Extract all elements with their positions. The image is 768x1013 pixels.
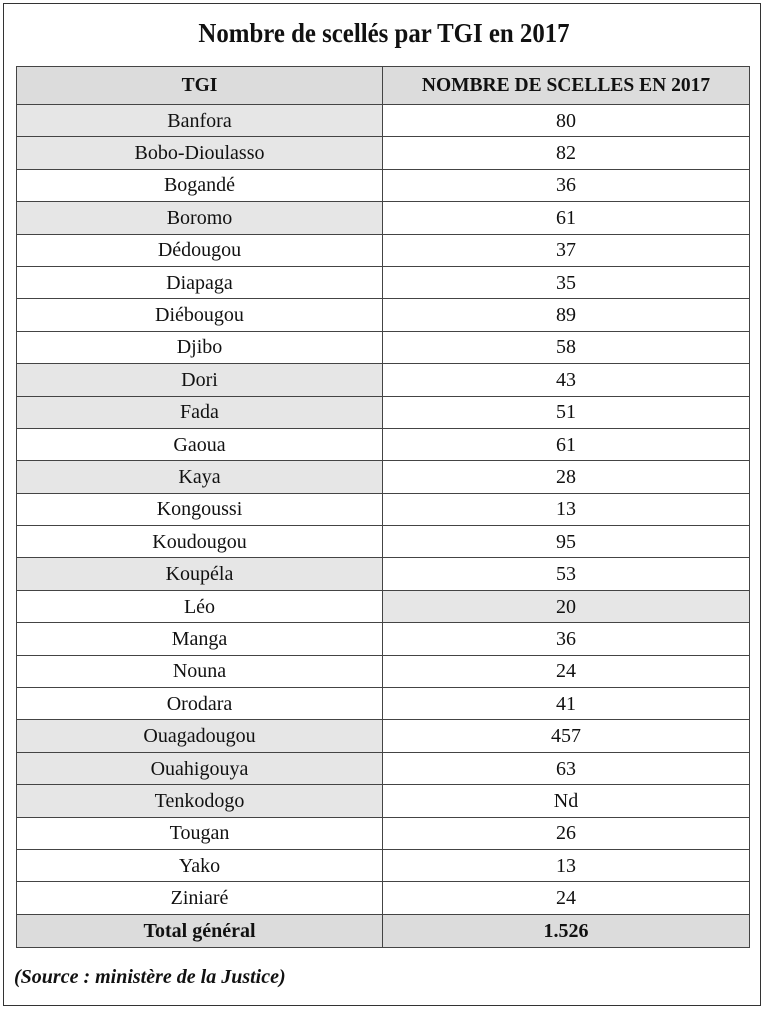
cell-count: 457 — [383, 720, 750, 752]
cell-count: Nd — [383, 785, 750, 817]
cell-count: 41 — [383, 688, 750, 720]
table-row — [17, 688, 750, 720]
table-row — [17, 202, 750, 234]
table-row — [17, 623, 750, 655]
cell-count: 36 — [383, 169, 750, 201]
cell-tgi: Tougan — [17, 817, 383, 849]
cell-count: 36 — [383, 623, 750, 655]
cell-tgi: Kaya — [17, 461, 383, 493]
total-label: Total général — [17, 914, 383, 947]
table-row — [17, 461, 750, 493]
table-row — [17, 137, 750, 169]
cell-tgi: Dori — [17, 364, 383, 396]
cell-tgi: Gaoua — [17, 428, 383, 460]
table-row — [17, 849, 750, 881]
cell-tgi: Dédougou — [17, 234, 383, 266]
cell-count: 20 — [383, 590, 750, 622]
cell-tgi: Fada — [17, 396, 383, 428]
table-row — [17, 299, 750, 331]
cell-tgi: Ouagadougou — [17, 720, 383, 752]
cell-tgi: Kongoussi — [17, 493, 383, 525]
table-row — [17, 266, 750, 298]
cell-tgi: Ziniaré — [17, 882, 383, 914]
cell-tgi: Boromo — [17, 202, 383, 234]
cell-tgi: Ouahigouya — [17, 752, 383, 784]
table-row — [17, 428, 750, 460]
cell-tgi: Orodara — [17, 688, 383, 720]
cell-tgi: Djibo — [17, 331, 383, 363]
cell-tgi: Bobo-Dioulasso — [17, 137, 383, 169]
cell-count: 35 — [383, 266, 750, 298]
cell-count: 24 — [383, 655, 750, 687]
cell-count: 95 — [383, 526, 750, 558]
cell-count: 53 — [383, 558, 750, 590]
cell-count: 13 — [383, 849, 750, 881]
table-row — [17, 493, 750, 525]
cell-count: 28 — [383, 461, 750, 493]
table-row — [17, 331, 750, 363]
table-row — [17, 169, 750, 201]
table-row — [17, 720, 750, 752]
cell-tgi: Bogandé — [17, 169, 383, 201]
cell-count: 61 — [383, 428, 750, 460]
header-tgi: TGI — [17, 67, 383, 105]
total-count: 1.526 — [383, 914, 750, 947]
cell-tgi: Koudougou — [17, 526, 383, 558]
table-header-row — [17, 67, 750, 105]
scelles-table — [16, 66, 750, 948]
cell-tgi: Diébougou — [17, 299, 383, 331]
cell-tgi: Nouna — [17, 655, 383, 687]
cell-tgi: Tenkodogo — [17, 785, 383, 817]
cell-count: 37 — [383, 234, 750, 266]
cell-count: 43 — [383, 364, 750, 396]
table-row — [17, 785, 750, 817]
cell-count: 89 — [383, 299, 750, 331]
cell-count: 63 — [383, 752, 750, 784]
cell-tgi: Diapaga — [17, 266, 383, 298]
table-title: Nombre de scellés par TGI en 2017 — [198, 18, 570, 48]
cell-tgi: Banfora — [17, 105, 383, 137]
table-row — [17, 752, 750, 784]
cell-count: 58 — [383, 331, 750, 363]
cell-tgi: Koupéla — [17, 558, 383, 590]
table-row — [17, 396, 750, 428]
cell-count: 26 — [383, 817, 750, 849]
table-row — [17, 234, 750, 266]
table-row — [17, 364, 750, 396]
cell-tgi: Léo — [17, 590, 383, 622]
table-row — [17, 558, 750, 590]
table-row — [17, 590, 750, 622]
cell-count: 82 — [383, 137, 750, 169]
source-note: (Source : ministère de la Justice) — [14, 966, 286, 988]
table-row — [17, 526, 750, 558]
cell-count: 13 — [383, 493, 750, 525]
table-row — [17, 105, 750, 137]
table-row — [17, 817, 750, 849]
cell-count: 61 — [383, 202, 750, 234]
cell-tgi: Manga — [17, 623, 383, 655]
cell-count: 51 — [383, 396, 750, 428]
header-count: NOMBRE DE SCELLES EN 2017 — [383, 67, 750, 105]
cell-count: 24 — [383, 882, 750, 914]
table-total-row — [17, 914, 750, 947]
cell-tgi: Yako — [17, 849, 383, 881]
table-body — [17, 105, 750, 948]
table-row — [17, 655, 750, 687]
cell-count: 80 — [383, 105, 750, 137]
table-row — [17, 882, 750, 914]
